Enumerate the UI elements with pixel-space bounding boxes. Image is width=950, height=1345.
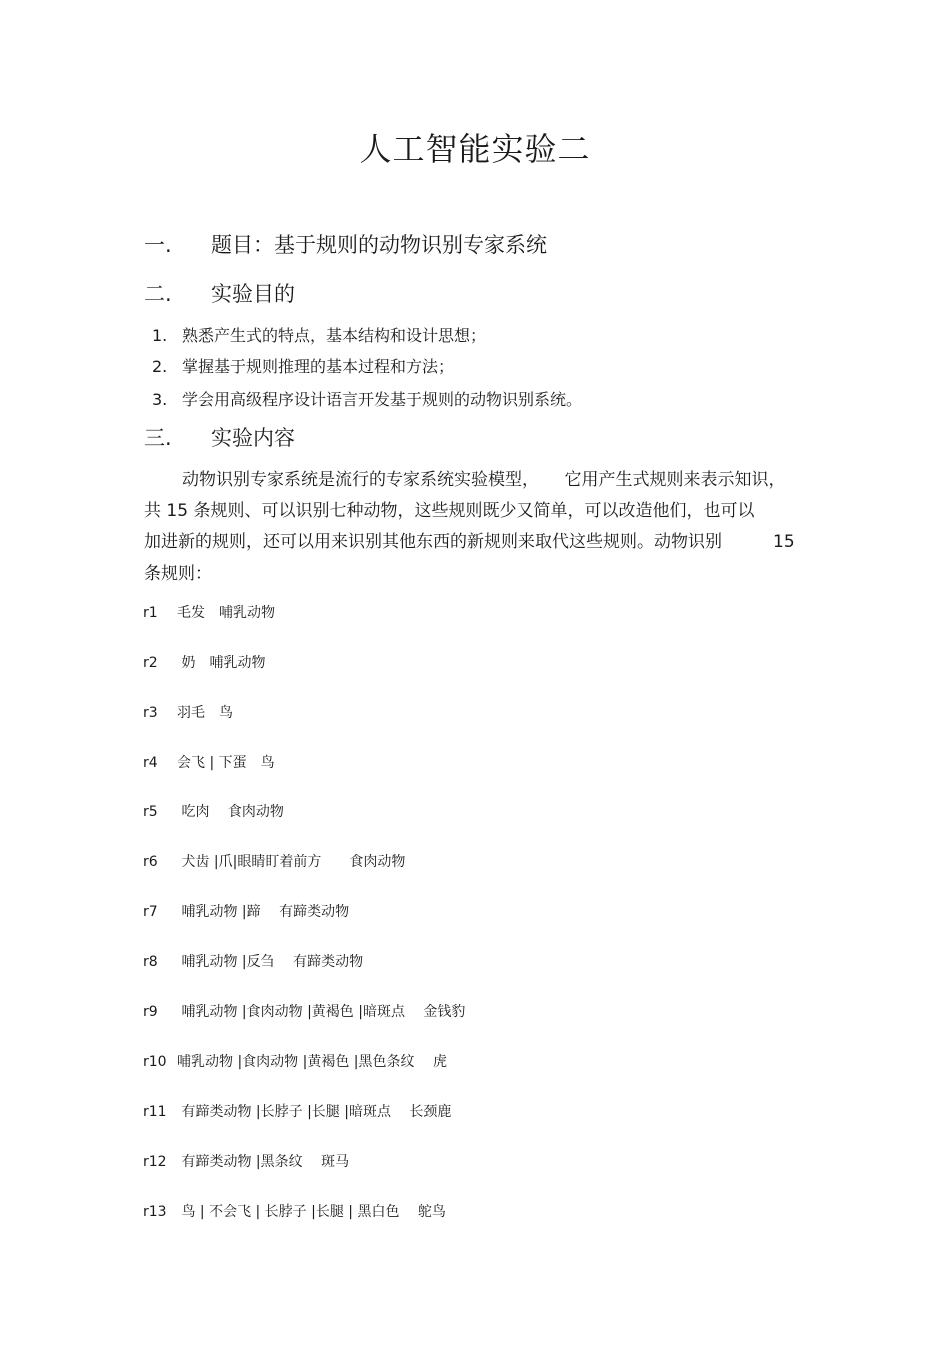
section-title: 题目：基于规则的动物识别专家系统 [211, 233, 547, 257]
rule-text: 哺乳动物 |反刍 有蹄类动物 [177, 954, 364, 970]
rule-id: r1 [143, 605, 158, 621]
content-line-2: 共 15 条规则、可以识别七种动物，这些规则既少又简单，可以改造他们，也可以 [144, 501, 755, 521]
list-text: 熟悉产生式的特点，基本结构和设计思想； [182, 326, 487, 345]
rule-row [143, 1151, 349, 1171]
rule-id: r11 [143, 1104, 167, 1120]
rule-id: r7 [143, 904, 158, 920]
section-heading-1 [144, 229, 547, 259]
rule-row [143, 951, 363, 971]
rule-text: 羽毛 鸟 [177, 705, 233, 721]
rule-row [143, 801, 284, 821]
rule-id: r3 [143, 705, 158, 721]
section-title: 实验内容 [211, 426, 295, 450]
rule-text: 哺乳动物 |食肉动物 |黄褐色 |暗斑点 金钱豹 [177, 1004, 466, 1020]
rule-text: 哺乳动物 |食肉动物 |黄褐色 |黑色条纹 虎 [177, 1054, 447, 1070]
rule-id: r10 [143, 1054, 167, 1070]
list-number: 3. [152, 390, 168, 409]
rule-row [143, 901, 349, 921]
rule-text: 吃肉 食肉动物 [177, 804, 284, 820]
objective-item-2 [152, 354, 454, 377]
rule-row [143, 1201, 446, 1221]
objective-item-3 [152, 387, 582, 410]
rule-row [143, 851, 405, 871]
content-line-3: 加进新的规则，还可以用来识别其他东西的新规则来取代这些规则。动物识别 15 [144, 532, 795, 552]
objective-item-1 [152, 323, 486, 346]
rule-id: r5 [143, 804, 158, 820]
list-number: 1. [152, 326, 168, 345]
section-heading-3 [144, 422, 295, 452]
rule-text: 犬齿 |爪|眼睛盯着前方 食肉动物 [177, 854, 406, 870]
rule-id: r2 [143, 655, 158, 671]
content-line-4: 条规则： [144, 564, 212, 584]
list-text: 掌握基于规则推理的基本过程和方法； [182, 357, 455, 376]
list-text: 学会用高级程序设计语言开发基于规则的动物识别系统。 [182, 390, 583, 409]
rule-row [143, 702, 233, 722]
rule-text: 会飞 | 下蛋 鸟 [177, 755, 275, 771]
section-title: 实验目的 [211, 282, 295, 306]
rule-text: 有蹄类动物 |长脖子 |长腿 |暗斑点 长颈鹿 [177, 1104, 452, 1120]
rule-id: r4 [143, 755, 158, 771]
rule-row [143, 752, 275, 772]
rule-text: 奶 哺乳动物 [177, 655, 266, 671]
rule-row [143, 1101, 451, 1121]
section-number: 三. [144, 426, 172, 450]
rule-row [143, 1051, 447, 1071]
list-number: 2. [152, 357, 168, 376]
section-number: 一. [144, 233, 172, 257]
rule-text: 哺乳动物 |蹄 有蹄类动物 [177, 904, 350, 920]
rule-id: r8 [143, 954, 158, 970]
rule-row [143, 652, 265, 672]
content-line-1: 动物识别专家系统是流行的专家系统实验模型， 它用产生式规则来表示知识， [182, 470, 786, 490]
rule-text: 鸟 | 不会飞 | 长脖子 |长腿 | 黑白色 鸵鸟 [177, 1204, 446, 1220]
rule-id: r12 [143, 1154, 167, 1170]
rule-text: 有蹄类动物 |黑条纹 斑马 [177, 1154, 350, 1170]
document-title: 人工智能实验二 [359, 130, 591, 168]
rule-text: 毛发 哺乳动物 [177, 605, 275, 621]
rule-id: r6 [143, 854, 158, 870]
section-number: 二. [144, 282, 172, 306]
rule-id: r13 [143, 1204, 167, 1220]
rule-id: r9 [143, 1004, 158, 1020]
rule-row [143, 1001, 465, 1021]
rule-row [143, 602, 275, 622]
section-heading-2 [144, 278, 295, 308]
